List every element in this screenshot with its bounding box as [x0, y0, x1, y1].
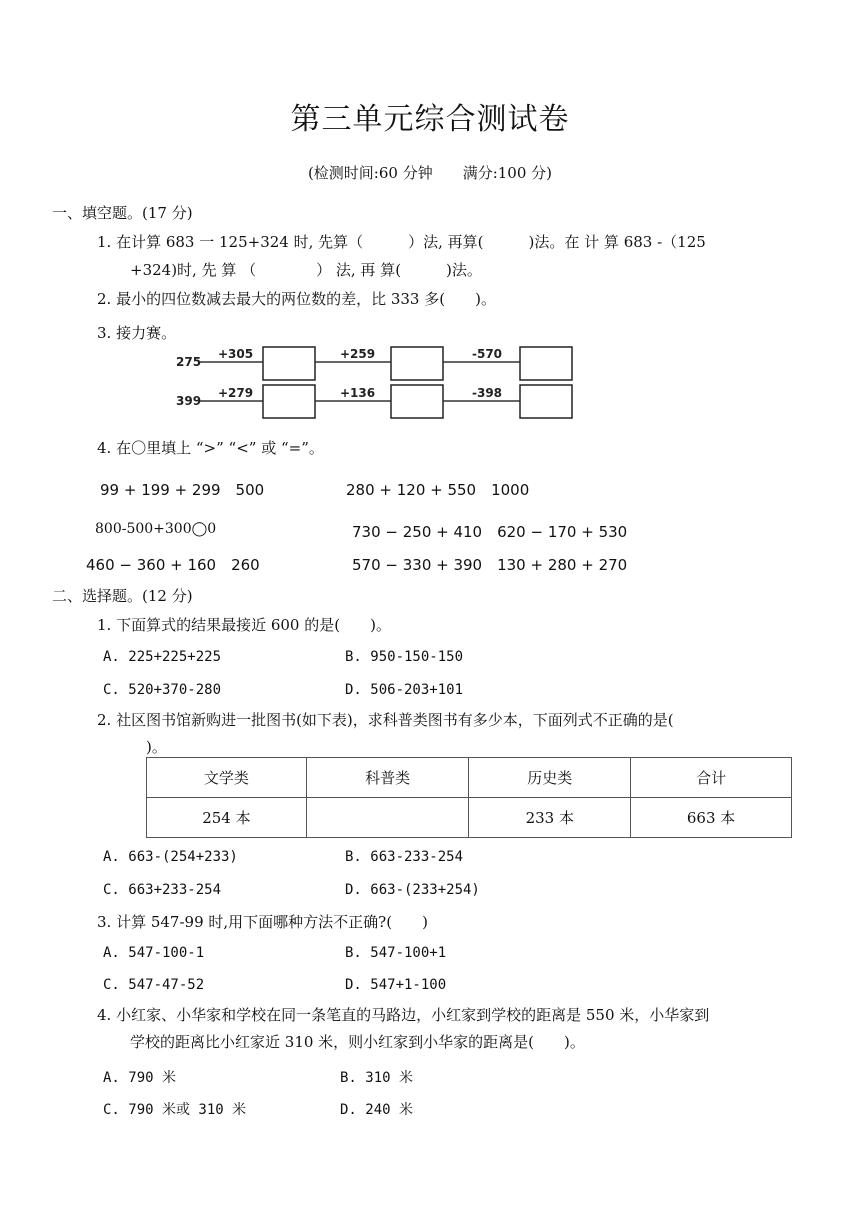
compare-expression: 460 − 360 + 160 260 [86, 556, 260, 574]
option-d[interactable]: D. 240 米 [340, 1102, 414, 1118]
relay-row1-op2: +259 [340, 347, 376, 361]
table-header-cell: 历史类 [469, 758, 631, 798]
option-b[interactable]: B. 310 米 [340, 1070, 414, 1086]
page-subtitle: (检测时间:60 分钟 满分:100 分) [307, 164, 553, 182]
table-cell-blank[interactable] [306, 798, 469, 838]
option-c[interactable]: C. 663+233-254 [103, 882, 222, 898]
table-header-row [147, 758, 792, 798]
question-1-line2: +324)时, 先 算 （ ） 法, 再 算( )法。 [130, 261, 482, 279]
option-d[interactable]: D. 663-(233+254) [345, 882, 480, 898]
relay-row2-op1: +279 [218, 386, 254, 400]
choice-question-3: 3. 计算 547-99 时,用下面哪种方法不正确?( ) [97, 913, 428, 931]
compare-expression: 99 + 199 + 299 500 [100, 481, 265, 499]
relay-row1-start: 275 [176, 355, 202, 369]
relay-answer-box[interactable] [263, 385, 315, 418]
table-row [147, 798, 792, 838]
section-heading-fill-blank: 一、填空题。(17 分) [52, 204, 193, 222]
option-a[interactable]: A. 790 米 [103, 1070, 177, 1086]
question-2: 2. 最小的四位数减去最大的两位数的差，比 333 多( )。 [97, 290, 496, 308]
compare-expression: 570 − 330 + 390 130 + 280 + 270 [352, 556, 628, 574]
option-b[interactable]: B. 547-100+1 [345, 945, 447, 961]
book-table [146, 757, 792, 838]
relay-answer-box[interactable] [520, 385, 572, 418]
choice-question-1: 1. 下面算式的结果最接近 600 的是( )。 [97, 616, 391, 634]
question-3: 3. 接力赛。 [97, 324, 177, 342]
option-d[interactable]: D. 506-203+101 [345, 682, 464, 698]
relay-diagram [170, 340, 590, 428]
option-c[interactable]: C. 790 米或 310 米 [103, 1102, 247, 1118]
section-heading-multiple-choice: 二、选择题。(12 分) [52, 587, 193, 605]
compare-expression: 730 − 250 + 410 620 − 170 + 530 [352, 523, 628, 541]
relay-answer-box[interactable] [263, 347, 315, 380]
compare-expression: 800-500+300◯0 [95, 521, 217, 537]
choice-question-2-line1: 2. 社区图书馆新购进一批图书(如下表)，求科普类图书有多少本，下面列式不正确的是( [97, 711, 674, 729]
table-header-cell: 文学类 [147, 758, 307, 798]
table-header-cell: 合计 [631, 758, 792, 798]
option-a[interactable]: A. 225+225+225 [103, 649, 222, 665]
option-d[interactable]: D. 547+1-100 [345, 977, 447, 993]
option-c[interactable]: C. 547-47-52 [103, 977, 205, 993]
option-a[interactable]: A. 547-100-1 [103, 945, 205, 961]
relay-row2-start: 399 [176, 394, 202, 408]
question-4: 4. 在〇里填上 “>” “<” 或 “=”。 [97, 439, 324, 457]
question-1-line1: 1. 在计算 683 一 125+324 时, 先算（ ）法, 再算( )法。在 计 算 683 -（125 [97, 233, 706, 251]
choice-question-2-line2: )。 [146, 738, 167, 756]
compare-expression: 280 + 120 + 550 1000 [346, 481, 530, 499]
option-c[interactable]: C. 520+370-280 [103, 682, 222, 698]
table-header-cell: 科普类 [306, 758, 469, 798]
relay-answer-box[interactable] [391, 385, 443, 418]
relay-row1-op1: +305 [218, 347, 254, 361]
table-cell: 254 本 [147, 798, 307, 838]
relay-answer-box[interactable] [391, 347, 443, 380]
option-a[interactable]: A. 663-(254+233) [103, 849, 238, 865]
option-b[interactable]: B. 663-233-254 [345, 849, 464, 865]
relay-row2-op2: +136 [340, 386, 376, 400]
relay-row1-op3: -570 [472, 347, 503, 361]
relay-row2-op3: -398 [472, 386, 503, 400]
choice-question-4-line1: 4. 小红家、小华家和学校在同一条笔直的马路边，小红家到学校的距离是 550 米，小华家到 [97, 1006, 710, 1024]
table-cell: 233 本 [469, 798, 631, 838]
page-title: 第三单元综合测试卷 [290, 102, 570, 137]
option-b[interactable]: B. 950-150-150 [345, 649, 464, 665]
choice-question-4-line2: 学校的距离比小红家近 310 米，则小红家到小华家的距离是( )。 [130, 1033, 585, 1051]
relay-answer-box[interactable] [520, 347, 572, 380]
table-cell: 663 本 [631, 798, 792, 838]
